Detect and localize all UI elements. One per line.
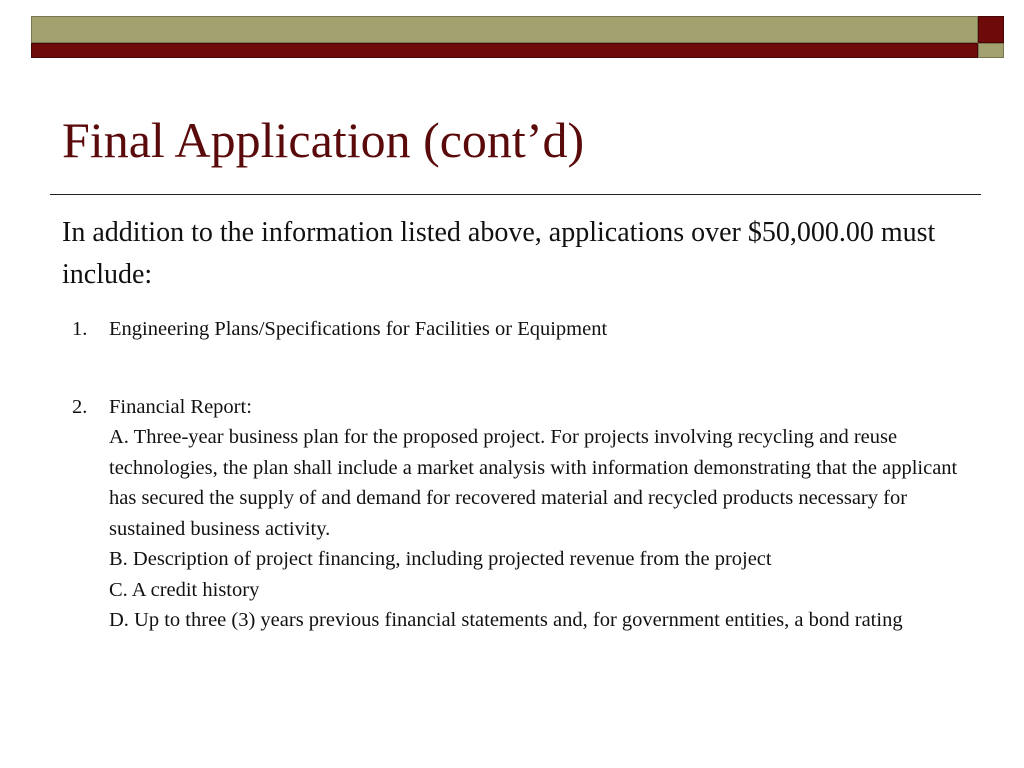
list-item — [72, 314, 972, 345]
header-square-olive — [978, 43, 1004, 58]
list-item-heading: Engineering Plans/Specifications for Facilities or Equipment — [109, 318, 608, 340]
subitem-c: C. A credit history — [109, 578, 260, 601]
subitem-d: D. Up to three (3) years previous financial statements and, for government entities, a bond rating — [109, 609, 903, 631]
subitem-a: A. Three-year business plan for the proposed project. For projects involving recycling and reuse technologies, the plan shall include a market analysis with information demonstrating that the applicant has secured the supply of and demand for recovered material and recycled products necessary for sustained business activity. — [109, 426, 958, 540]
list-item-number: 1. — [72, 318, 88, 340]
intro-text: In addition to the information listed above, applications over $50,000.00 must include: — [62, 217, 936, 290]
header-bar-maroon — [31, 43, 978, 58]
subitem-b: B. Description of project financing, including projected revenue from the project — [109, 548, 772, 570]
list-item — [72, 392, 972, 636]
title-divider — [50, 194, 981, 195]
header-bar-olive — [31, 16, 978, 43]
header-square-maroon — [978, 16, 1004, 43]
requirements-list — [72, 314, 972, 636]
slide-title: Final Application (cont’d) — [62, 112, 585, 168]
list-item-heading: Financial Report: — [109, 395, 252, 418]
list-item-number: 2. — [72, 395, 88, 418]
